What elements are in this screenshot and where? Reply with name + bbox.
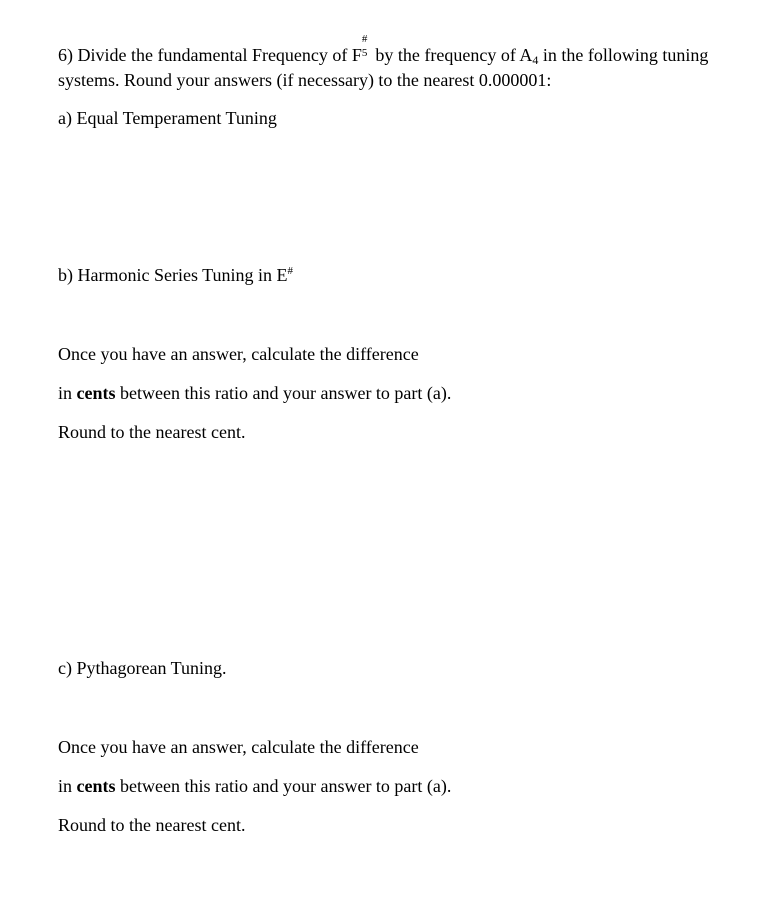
part-c-followup-pre: in bbox=[58, 776, 77, 796]
part-b-followup-post: between this ratio and your answer to part (a). bbox=[115, 383, 452, 403]
intro-text-1: 6) Divide the fundamental Frequency of F bbox=[58, 45, 362, 65]
a4-octave-number: 4 bbox=[532, 53, 539, 67]
part-c-followup-post: between this ratio and your answer to part (a). bbox=[115, 776, 452, 796]
part-a-label: a) Equal Temperament Tuning bbox=[58, 108, 277, 128]
question-intro-line-1 bbox=[58, 33, 709, 68]
part-b-cents-bold: cents bbox=[76, 383, 116, 403]
part-b-label bbox=[58, 264, 293, 289]
part-b-followup-pre: in bbox=[58, 383, 77, 403]
part-c-cents-bold: cents bbox=[76, 776, 116, 796]
part-c-label: c) Pythagorean Tuning. bbox=[58, 658, 227, 678]
part-b-sharp-symbol: # bbox=[287, 265, 293, 277]
part-c-followup-line-1: Once you have an answer, calculate the difference bbox=[58, 737, 419, 757]
intro-text-3: in the following tuning bbox=[538, 45, 709, 65]
part-c-followup-line-2 bbox=[58, 775, 451, 797]
sharp-symbol: # bbox=[361, 33, 368, 45]
part-c-followup-line-3: Round to the nearest cent. bbox=[58, 815, 246, 835]
part-b-label-text: b) Harmonic Series Tuning in E bbox=[58, 265, 288, 285]
octave-number: 5 bbox=[361, 47, 368, 59]
intro-text-2: by the frequency of A bbox=[370, 45, 533, 65]
part-b-followup-line-2 bbox=[58, 382, 451, 404]
part-b-followup-line-3: Round to the nearest cent. bbox=[58, 422, 246, 442]
part-b-followup-line-1: Once you have an answer, calculate the difference bbox=[58, 344, 419, 364]
question-intro-line-2: systems. Round your answers (if necessary) to the nearest 0.000001: bbox=[58, 70, 552, 90]
f-sharp-5-notation bbox=[361, 33, 371, 61]
